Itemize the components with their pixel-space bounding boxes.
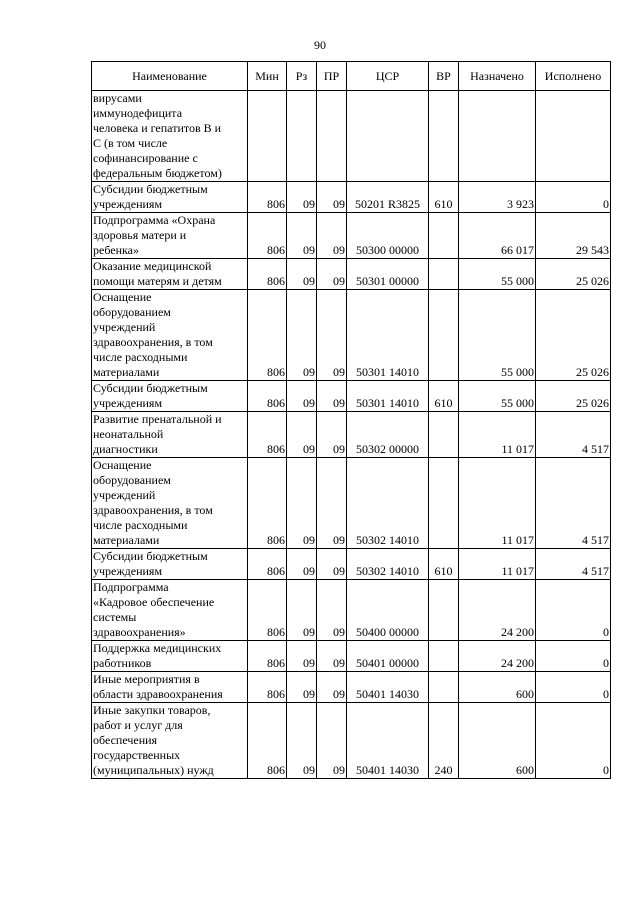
- header-min: Мин: [248, 62, 287, 91]
- cell-rz: 09: [287, 259, 317, 290]
- cell-rz: 09: [287, 290, 317, 381]
- cell-min: 806: [248, 458, 287, 549]
- cell-pr: 09: [317, 458, 347, 549]
- cell-executed: 25 026: [536, 259, 611, 290]
- table-row: [92, 458, 611, 549]
- cell-name: Поддержка медицинских работников: [92, 641, 248, 672]
- cell-executed: 25 026: [536, 290, 611, 381]
- cell-name: Иные мероприятия в области здравоохранения: [92, 672, 248, 703]
- cell-csr: 50301 00000: [347, 259, 429, 290]
- cell-csr: 50301 14010: [347, 381, 429, 412]
- table-body: [92, 91, 611, 779]
- cell-vr: [429, 213, 459, 259]
- cell-vr: [429, 458, 459, 549]
- cell-csr: 50302 00000: [347, 412, 429, 458]
- cell-vr: 240: [429, 703, 459, 779]
- table-header-row: [92, 62, 611, 91]
- cell-rz: 09: [287, 549, 317, 580]
- cell-vr: [429, 672, 459, 703]
- cell-assigned: 11 017: [459, 458, 536, 549]
- cell-rz: 09: [287, 672, 317, 703]
- header-vr: ВР: [429, 62, 459, 91]
- table-row: [92, 580, 611, 641]
- header-name: Наименование: [92, 62, 248, 91]
- cell-executed: 4 517: [536, 458, 611, 549]
- cell-vr: [429, 580, 459, 641]
- cell-rz: 09: [287, 182, 317, 213]
- header-csr: ЦСР: [347, 62, 429, 91]
- table-row: [92, 259, 611, 290]
- cell-name: вирусами иммунодефицита человека и гепатитов В и С (в том числе софинансирование с федеральным бюджетом): [92, 91, 248, 182]
- cell-name: Иные закупки товаров, работ и услуг для обеспечения государственных (муниципальных) нужд: [92, 703, 248, 779]
- table-row: [92, 290, 611, 381]
- header-rz: Рз: [287, 62, 317, 91]
- cell-min: 806: [248, 213, 287, 259]
- cell-min: [248, 91, 287, 182]
- cell-assigned: [459, 91, 536, 182]
- cell-executed: 0: [536, 580, 611, 641]
- table-row: [92, 672, 611, 703]
- cell-vr: [429, 91, 459, 182]
- cell-csr: 50201 R3825: [347, 182, 429, 213]
- table-row: [92, 549, 611, 580]
- cell-csr: 50401 14030: [347, 703, 429, 779]
- cell-csr: 50400 00000: [347, 580, 429, 641]
- cell-executed: 0: [536, 703, 611, 779]
- cell-min: 806: [248, 381, 287, 412]
- table-row: [92, 91, 611, 182]
- cell-assigned: 55 000: [459, 290, 536, 381]
- cell-assigned: 600: [459, 672, 536, 703]
- table-row: [92, 703, 611, 779]
- cell-name: Подпрограмма «Кадровое обеспечение системы здравоохранения»: [92, 580, 248, 641]
- cell-csr: 50300 00000: [347, 213, 429, 259]
- table-row: [92, 182, 611, 213]
- cell-rz: 09: [287, 412, 317, 458]
- cell-min: 806: [248, 580, 287, 641]
- cell-name: Субсидии бюджетным учреждениям: [92, 182, 248, 213]
- cell-vr: [429, 412, 459, 458]
- cell-pr: 09: [317, 672, 347, 703]
- cell-name: Подпрограмма «Охрана здоровья матери и ребенка»: [92, 213, 248, 259]
- cell-pr: 09: [317, 549, 347, 580]
- cell-pr: 09: [317, 641, 347, 672]
- cell-executed: 0: [536, 182, 611, 213]
- cell-min: 806: [248, 549, 287, 580]
- cell-min: 806: [248, 412, 287, 458]
- cell-pr: 09: [317, 182, 347, 213]
- cell-executed: 29 543: [536, 213, 611, 259]
- cell-rz: 09: [287, 703, 317, 779]
- cell-assigned: 66 017: [459, 213, 536, 259]
- cell-assigned: 55 000: [459, 259, 536, 290]
- cell-min: 806: [248, 259, 287, 290]
- cell-name: Развитие пренатальной и неонатальной диагностики: [92, 412, 248, 458]
- cell-csr: 50401 14030: [347, 672, 429, 703]
- cell-csr: 50302 14010: [347, 458, 429, 549]
- cell-assigned: 55 000: [459, 381, 536, 412]
- cell-min: 806: [248, 672, 287, 703]
- cell-vr: [429, 290, 459, 381]
- cell-executed: 4 517: [536, 549, 611, 580]
- cell-pr: 09: [317, 703, 347, 779]
- cell-executed: [536, 91, 611, 182]
- cell-vr: 610: [429, 381, 459, 412]
- cell-name: Оснащение оборудованием учреждений здравоохранения, в том числе расходными материалами: [92, 458, 248, 549]
- table-row: [92, 213, 611, 259]
- cell-pr: 09: [317, 213, 347, 259]
- cell-name: Оказание медицинской помощи матерям и детям: [92, 259, 248, 290]
- cell-rz: 09: [287, 381, 317, 412]
- cell-csr: 50401 00000: [347, 641, 429, 672]
- cell-pr: 09: [317, 412, 347, 458]
- cell-vr: 610: [429, 182, 459, 213]
- cell-assigned: 600: [459, 703, 536, 779]
- header-executed: Исполнено: [536, 62, 611, 91]
- cell-assigned: 24 200: [459, 641, 536, 672]
- cell-assigned: 11 017: [459, 412, 536, 458]
- cell-vr: [429, 641, 459, 672]
- cell-rz: 09: [287, 641, 317, 672]
- cell-executed: 4 517: [536, 412, 611, 458]
- cell-csr: 50301 14010: [347, 290, 429, 381]
- cell-csr: [347, 91, 429, 182]
- cell-name: Субсидии бюджетным учреждениям: [92, 549, 248, 580]
- cell-assigned: 24 200: [459, 580, 536, 641]
- cell-assigned: 3 923: [459, 182, 536, 213]
- cell-rz: [287, 91, 317, 182]
- cell-min: 806: [248, 290, 287, 381]
- cell-vr: 610: [429, 549, 459, 580]
- table-row: [92, 412, 611, 458]
- cell-executed: 0: [536, 672, 611, 703]
- table-row: [92, 381, 611, 412]
- cell-name: Оснащение оборудованием учреждений здравоохранения, в том числе расходными материалами: [92, 290, 248, 381]
- cell-pr: 09: [317, 290, 347, 381]
- cell-min: 806: [248, 182, 287, 213]
- cell-executed: 25 026: [536, 381, 611, 412]
- table-row: [92, 641, 611, 672]
- header-pr: ПР: [317, 62, 347, 91]
- cell-name: Субсидии бюджетным учреждениям: [92, 381, 248, 412]
- cell-pr: [317, 91, 347, 182]
- cell-pr: 09: [317, 580, 347, 641]
- cell-executed: 0: [536, 641, 611, 672]
- cell-min: 806: [248, 641, 287, 672]
- cell-min: 806: [248, 703, 287, 779]
- cell-pr: 09: [317, 381, 347, 412]
- budget-table: [91, 61, 611, 779]
- cell-csr: 50302 14010: [347, 549, 429, 580]
- cell-rz: 09: [287, 213, 317, 259]
- cell-rz: 09: [287, 458, 317, 549]
- cell-pr: 09: [317, 259, 347, 290]
- cell-assigned: 11 017: [459, 549, 536, 580]
- cell-vr: [429, 259, 459, 290]
- page-number: 90: [314, 38, 326, 52]
- cell-rz: 09: [287, 580, 317, 641]
- header-assigned: Назначено: [459, 62, 536, 91]
